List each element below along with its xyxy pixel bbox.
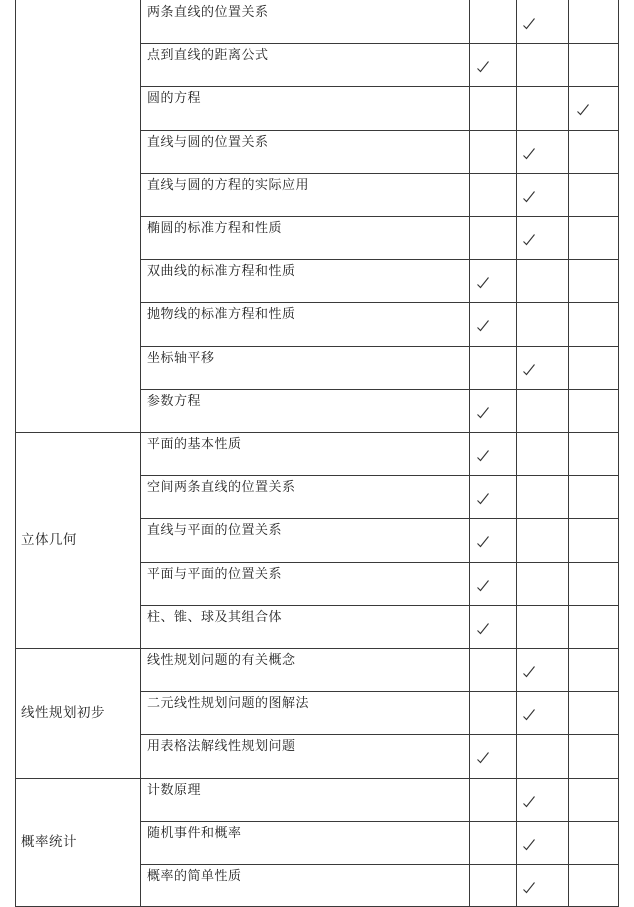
row-divider (140, 864, 619, 865)
topic-cell: 双曲线的标准方程和性质 (147, 264, 296, 280)
check-mark-icon (522, 707, 536, 721)
section-divider (15, 648, 619, 649)
row-divider (140, 259, 619, 260)
check-mark-icon (476, 750, 490, 764)
topic-cell: 平面的基本性质 (147, 437, 242, 452)
row-divider (140, 302, 619, 303)
check-mark-icon (522, 16, 536, 30)
topic-cell: 直线与圆的位置关系 (147, 134, 269, 150)
check-mark-icon (476, 59, 490, 73)
topic-cell: 概率的简单性质 (147, 869, 242, 884)
check-mark-icon (522, 837, 536, 851)
row-divider (140, 346, 619, 347)
topic-cell: 点到直线的距离公式 (147, 48, 269, 64)
row-divider (140, 734, 619, 735)
check-mark-icon (476, 491, 490, 505)
topic-cell: 计数原理 (147, 782, 202, 798)
topic-cell: 平面与平面的位置关系 (147, 566, 283, 582)
column-rule (469, 0, 470, 906)
category-label: 概率统计 (21, 834, 77, 851)
check-mark-icon (476, 405, 490, 419)
topic-cell: 抛物线的标准方程和性质 (147, 307, 296, 323)
row-divider (140, 86, 619, 87)
row-divider (140, 389, 619, 390)
check-mark-icon (476, 318, 490, 332)
topic-cell: 椭圆的标准方程和性质 (147, 221, 283, 236)
section-divider (15, 432, 619, 433)
topic-cell: 圆的方程 (147, 91, 202, 107)
check-mark-icon (522, 664, 536, 678)
row-divider (140, 43, 619, 44)
check-mark-icon (522, 794, 536, 808)
row-divider (140, 173, 619, 174)
category-label: 立体几何 (21, 532, 77, 548)
column-rule (618, 0, 619, 906)
topic-cell: 参数方程 (147, 393, 202, 409)
topic-cell: 用表格法解线性规划问题 (147, 739, 296, 755)
check-mark-icon (576, 102, 590, 116)
check-mark-icon (522, 362, 536, 376)
check-mark-icon (476, 275, 490, 289)
row-divider (140, 821, 619, 822)
topic-cell: 直线与圆的方程的实际应用 (147, 177, 310, 193)
topic-cell: 柱、锥、球及其组合体 (147, 609, 283, 625)
column-rule (140, 0, 141, 906)
check-mark-icon (476, 534, 490, 548)
check-mark-icon (476, 448, 490, 462)
topic-cell: 随机事件和概率 (147, 825, 242, 841)
column-rule (516, 0, 517, 906)
row-divider (140, 518, 619, 519)
row-divider (140, 691, 619, 692)
column-rule (568, 0, 569, 906)
section-divider (15, 778, 619, 779)
topic-cell: 线性规划问题的有关概念 (147, 653, 296, 668)
topic-cell: 两条直线的位置关系 (147, 5, 269, 20)
check-mark-icon (522, 189, 536, 203)
check-mark-icon (522, 880, 536, 894)
column-rule (15, 0, 16, 906)
row-divider (140, 605, 619, 606)
topic-cell: 坐标轴平移 (147, 350, 215, 366)
row-divider (140, 216, 619, 217)
row-divider (140, 562, 619, 563)
category-label: 线性规划初步 (21, 704, 105, 721)
check-mark-icon (522, 232, 536, 246)
check-mark-icon (476, 621, 490, 635)
check-mark-icon (476, 578, 490, 592)
topic-cell: 二元线性规划问题的图解法 (147, 696, 310, 712)
row-divider (140, 475, 619, 476)
check-mark-icon (522, 146, 536, 160)
topic-cell: 空间两条直线的位置关系 (147, 480, 296, 496)
topic-cell: 直线与平面的位置关系 (147, 523, 283, 539)
row-divider (140, 130, 619, 131)
